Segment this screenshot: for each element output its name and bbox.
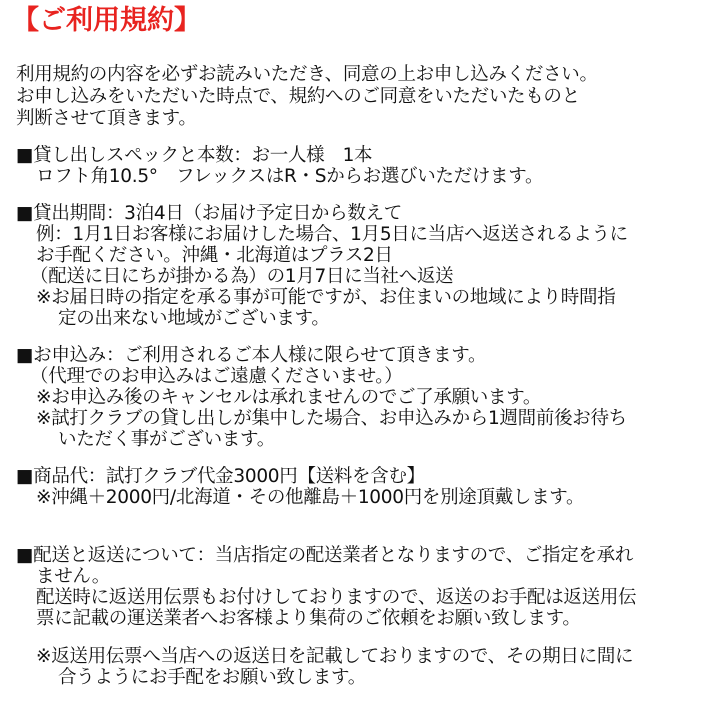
section-note: ※返送用伝票へ当店への返送日を記載しておりますので、その期日に間に: [36, 646, 634, 667]
section-note: 合うようにお手配をお願い致します。: [58, 667, 366, 688]
section-line: ません。: [36, 566, 110, 587]
section-line: （配送に日にちが掛かる為）の1月7日に当社へ返送: [30, 266, 454, 287]
section-note: ※お届日時の指定を承る事が可能ですが、お住まいの地域により時間指: [36, 287, 616, 308]
section-note: 定の出来ない地域がございます。: [58, 308, 330, 329]
section-heading: ■商品代：試打クラブ代金3000円【送料を含む】: [16, 466, 425, 487]
section-heading: ■配送と返送について：当店指定の配送業者となりますので、ご指定を承れ: [16, 545, 634, 566]
section-heading: ■お申込み：ご利用されるご本人様に限らせて頂きます。: [16, 345, 487, 366]
section-heading: ■貸出期間：3泊4日（お届け予定日から数えて: [16, 203, 402, 224]
section-line: お手配ください。沖縄・北海道はプラス2日: [36, 245, 393, 266]
intro-line: 判断させて頂きます。: [16, 108, 197, 129]
section-line: （代理でのお申込みはご遠慮くださいませ。）: [30, 366, 403, 387]
section-note: ※試打クラブの貸し出しが集中した場合、お申込みから1週間前後お待ち: [36, 408, 627, 429]
section-line: 票に記載の運送業者へお客様より集荷のご依頼をお願い致します。: [36, 608, 581, 629]
section-note: いただく事がございます。: [58, 429, 275, 450]
section-line: 配送時に返送用伝票もお付けしておりますので、返送のお手配は返送用伝: [36, 587, 637, 608]
section-line: ロフト角10.5° フレックスはR・Sからお選びいただけます。: [36, 166, 544, 187]
section-note: ※お申込み後のキャンセルは承れませんのでご了承願います。: [36, 387, 542, 408]
intro-line: 利用規約の内容を必ずお読みいただき、同意の上お申し込みください。: [16, 64, 598, 85]
section-note: ※沖縄＋2000円/北海道・その他離島＋1000円を別途頂戴します。: [36, 487, 585, 508]
section-heading: ■貸し出しスペックと本数：お一人様 1本: [16, 145, 373, 166]
page-title: 【ご利用規約】: [12, 5, 201, 36]
section-line: 例：1月1日お客様にお届けした場合、1月5日に当店へ返送されるように: [36, 224, 628, 245]
intro-line: お申し込みをいただいた時点で、規約へのご同意をいただいたものと: [16, 86, 580, 107]
